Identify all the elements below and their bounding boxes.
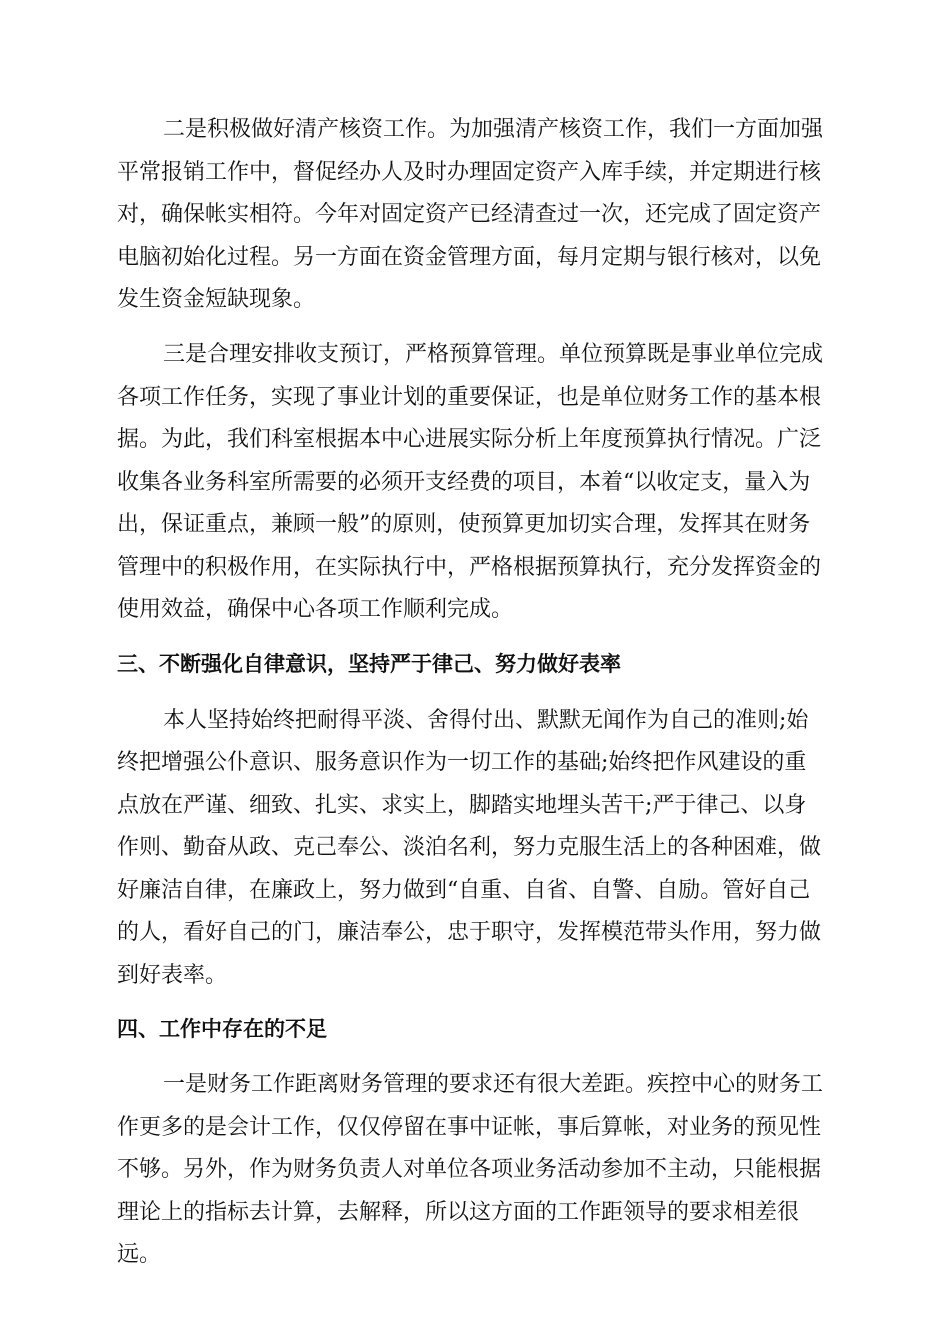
paragraph-line: 各项工作任务，实现了事业计划的重要保证，也是单位财务工作的基本根 bbox=[117, 385, 822, 410]
paragraph-line: 到好表率。 bbox=[117, 963, 228, 988]
paragraph-line: 远。 bbox=[117, 1242, 162, 1267]
paragraph-line: 据。为此，我们科室根据本中心进展实际分析上年度预算执行情况。广泛 bbox=[117, 427, 822, 452]
paragraph-line: 点放在严谨、细致、扎实、求实上，脚踏实地埋头苦干;严于律己、以身 bbox=[117, 793, 807, 818]
paragraph-line: 作则、勤奋从政、克己奉公、淡泊名利，努力克服生活上的各种困难，做 bbox=[117, 835, 822, 860]
paragraph-line: 好廉洁自律，在廉政上，努力做到“自重、自省、自警、自励。管好自己 bbox=[117, 878, 811, 903]
paragraph-line: 管理中的积极作用，在实际执行中，严格根据预算执行，充分发挥资金的 bbox=[117, 555, 822, 580]
section-heading-shortcomings: 四、工作中存在的不足 bbox=[117, 1017, 327, 1041]
paragraph-line: 对，确保帐实相符。今年对固定资产已经清查过一次，还完成了固定资产 bbox=[117, 202, 822, 227]
section-heading-self-discipline: 三、不断强化自律意识，坚持严于律己、努力做好表率 bbox=[117, 652, 621, 676]
paragraph-line: 出，保证重点，兼顾一般”的原则，使预算更加切实合理，发挥其在财务 bbox=[117, 512, 811, 537]
paragraph-line: 终把增强公仆意识、服务意识作为一切工作的基础;始终把作风建设的重 bbox=[117, 750, 807, 775]
paragraph-line: 的人，看好自己的门，廉洁奉公，忠于职守，发挥模范带头作用，努力做 bbox=[117, 920, 822, 945]
paragraph-line: 不够。另外，作为财务负责人对单位各项业务活动参加不主动，只能根据 bbox=[117, 1157, 822, 1182]
paragraph-line: 本人坚持始终把耐得平淡、舍得付出、默默无闻作为自己的准则;始 bbox=[163, 708, 809, 733]
paragraph-line: 电脑初始化过程。另一方面在资金管理方面，每月定期与银行核对，以免 bbox=[117, 245, 822, 270]
paragraph-line: 一是财务工作距离财务管理的要求还有很大差距。疾控中心的财务工 bbox=[163, 1072, 824, 1097]
paragraph-line: 使用效益，确保中心各项工作顺利完成。 bbox=[117, 597, 514, 622]
paragraph-line: 作更多的是会计工作，仅仅停留在事中证帐，事后算帐，对业务的预见性 bbox=[117, 1115, 822, 1140]
paragraph-line: 三是合理安排收支预订，严格预算管理。单位预算既是事业单位完成 bbox=[163, 342, 824, 367]
paragraph-line: 收集各业务科室所需要的必须开支经费的项目，本着“以收定支，量入为 bbox=[117, 470, 811, 495]
paragraph-line: 理论上的指标去计算，去解释，所以这方面的工作距领导的要求相差很 bbox=[117, 1200, 800, 1225]
paragraph-line: 发生资金短缺现象。 bbox=[117, 287, 316, 312]
paragraph-line: 二是积极做好清产核资工作。为加强清产核资工作，我们一方面加强 bbox=[163, 117, 824, 142]
paragraph-line: 平常报销工作中，督促经办人及时办理固定资产入库手续，并定期进行核 bbox=[117, 160, 822, 185]
